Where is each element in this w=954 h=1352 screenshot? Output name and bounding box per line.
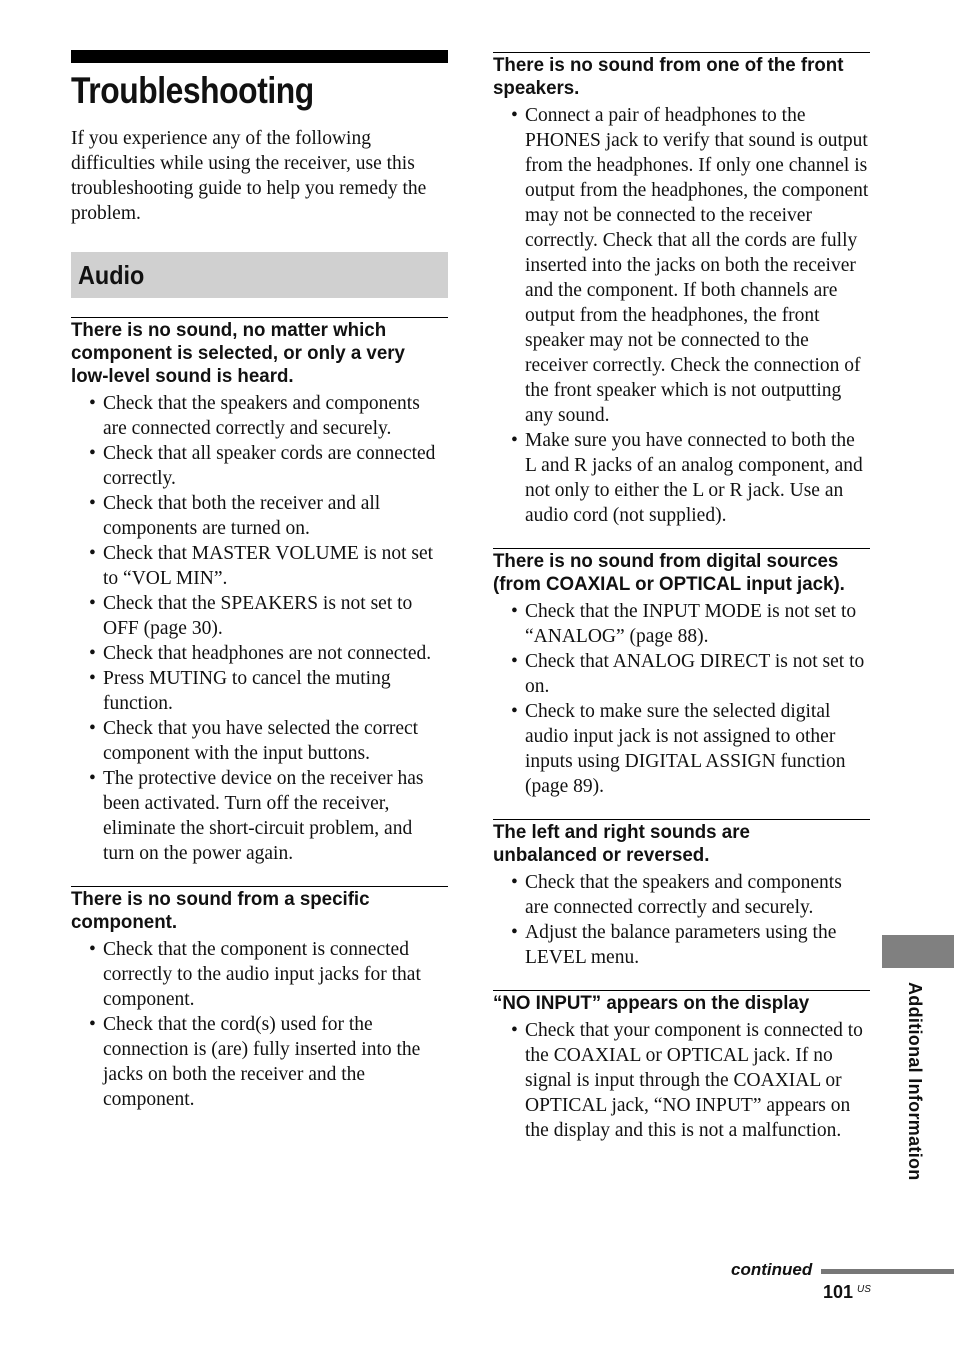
list-item: • Adjust the balance parameters using the LEVEL menu. [511, 922, 837, 968]
title-rule [71, 50, 448, 63]
bullet-icon: • [511, 601, 518, 622]
bullet-icon: • [89, 443, 96, 464]
bullet-icon: • [89, 939, 96, 960]
list-item: • Check that ANALOG DIRECT is not set to on. [511, 651, 865, 697]
list-item: • The protective device on the receiver has been activated. Turn off the receiver, eliminate the short-circuit problem, and turn on the power again. [89, 768, 424, 864]
topic-title: The left and right sounds are unbalanced or reversed. [493, 821, 750, 866]
topic-no-sound-digital-sources [493, 548, 870, 799]
bullet-list [71, 391, 448, 866]
bullet-icon: • [89, 1014, 96, 1035]
list-item: • Check that headphones are not connected. [89, 643, 432, 664]
intro-paragraph: If you experience any of the following difficulties while using the receiver, use this troubleshooting guide to help you remedy the problem. [71, 128, 427, 224]
bullet-icon: • [89, 643, 96, 664]
topic-title: There is no sound from one of the front speakers. [493, 54, 844, 99]
page-number-suffix: US [857, 1284, 871, 1295]
list-item: • Check that both the receiver and all components are turned on. [89, 493, 381, 539]
bullet-icon: • [511, 105, 518, 126]
list-item: • Check that the SPEAKERS is not set to OFF (page 30). [89, 593, 413, 639]
bullet-icon: • [89, 393, 96, 414]
list-item: • Check that the cord(s) used for the connection is (are) fully inserted into the jacks on both the receiver and the component. [89, 1014, 421, 1110]
topic-no-sound-specific-component [71, 886, 448, 1112]
bullet-icon: • [511, 872, 518, 893]
topic-title: There is no sound from a specific component. [71, 888, 370, 933]
section-header-audio [71, 252, 448, 298]
list-item: • Make sure you have connected to both the L and R jacks of an analog component, and not only to either the L or R jack. Use an audio cord (not supplied). [511, 430, 863, 526]
list-item: • Check that the speakers and components are connected correctly and securely. [89, 393, 420, 439]
page-title: Troubleshooting [71, 70, 314, 111]
side-tab-marker [882, 935, 954, 968]
topic-title: There is no sound from digital sources (from COAXIAL or OPTICAL input jack). [493, 550, 845, 595]
side-tab-label: Additional Information [905, 982, 925, 1181]
bullet-icon: • [511, 430, 518, 451]
list-item: • Check that you have selected the correct component with the input buttons. [89, 718, 419, 764]
topic-no-sound-any-component [71, 317, 448, 866]
list-item: • Check that MASTER VOLUME is not set to “VOL MIN”. [89, 543, 434, 589]
bullet-icon: • [89, 718, 96, 739]
list-item: • Connect a pair of headphones to the PHONES jack to verify that sound is output from the headphones. If only one channel is output from the headphones, the component may not be connected to the receiver correctly. Check that all the cords are fully inserted into the jacks on both the receiver and the component. If both channels are output from the headphones, the front speaker may not be connected to the receiver correctly. Check the connection of the front speaker which is not outputting any sound. [511, 105, 869, 426]
bullet-icon: • [89, 768, 96, 789]
bullet-list [493, 870, 870, 970]
bullet-icon: • [511, 922, 518, 943]
topic-no-sound-front-speaker [493, 52, 870, 528]
bullet-icon: • [89, 543, 96, 564]
section-title: Audio [78, 259, 145, 290]
right-column [493, 50, 870, 1143]
bullet-icon: • [511, 1020, 518, 1041]
bullet-icon: • [89, 493, 96, 514]
topic-title: There is no sound, no matter which component is selected, or only a very low-level sound is heard. [71, 319, 405, 387]
topic-unbalanced-sound [493, 819, 870, 970]
list-item: • Check that your component is connected to the COAXIAL or OPTICAL jack. If no signal is input through the COAXIAL or OPTICAL jack, “NO INPUT” appears on the display and this is not a malfunction. [511, 1020, 863, 1141]
topic-title: “NO INPUT” appears on the display [493, 992, 810, 1014]
list-item: • Check that all speaker cords are connected correctly. [89, 443, 436, 489]
list-item: • Press MUTING to cancel the muting function. [89, 668, 391, 714]
continued-label: continued [731, 1260, 813, 1279]
bullet-icon: • [511, 701, 518, 722]
bullet-icon: • [511, 651, 518, 672]
list-item: • Check that the INPUT MODE is not set to “ANALOG” (page 88). [511, 601, 857, 647]
list-item: • Check that the speakers and components are connected correctly and securely. [511, 872, 842, 918]
bullet-list [493, 599, 870, 799]
bullet-list [493, 1018, 870, 1143]
left-column [71, 50, 448, 1112]
bullet-icon: • [89, 593, 96, 614]
bullet-list [71, 937, 448, 1112]
bullet-list [493, 103, 870, 528]
page-number: 101 [823, 1282, 854, 1302]
topic-no-input-display [493, 990, 870, 1143]
list-item: • Check that the component is connected correctly to the audio input jacks for that component. [89, 939, 421, 1010]
continued-rule [821, 1269, 954, 1274]
list-item: • Check to make sure the selected digital audio input jack is not assigned to other inputs using DIGITAL ASSIGN function (page 89). [511, 701, 846, 797]
bullet-icon: • [89, 668, 96, 689]
